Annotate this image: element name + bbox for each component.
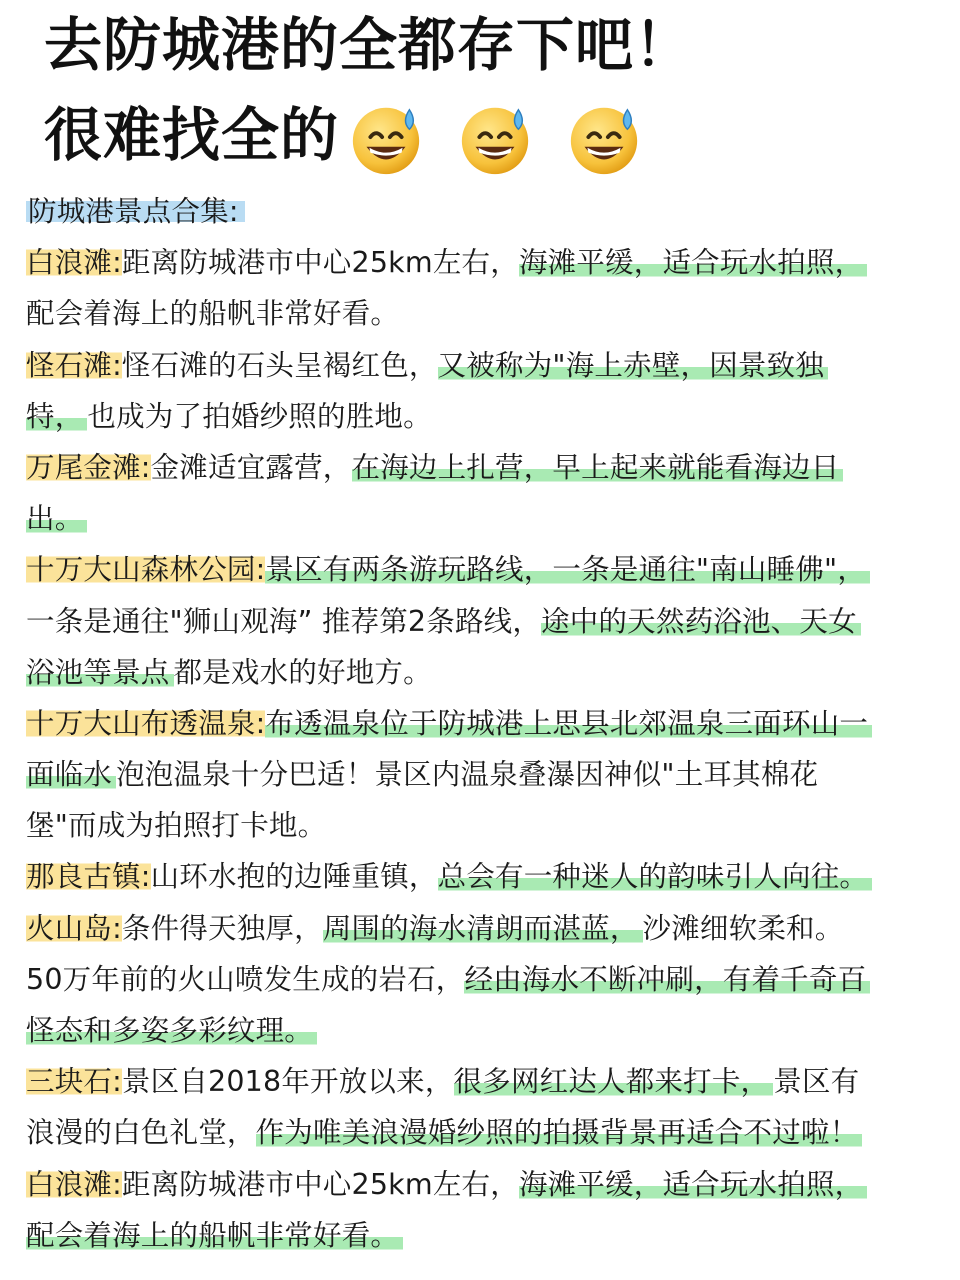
spot-highlight: 作为唯美浪漫婚纱照的拍摄背景再适合不过啦！	[256, 1116, 863, 1149]
spot-highlight: 浴池等景点	[26, 656, 174, 689]
spot-text: 堡"而成为拍照打卡地。	[26, 809, 327, 843]
list-item	[26, 903, 926, 954]
page-title-text-2: 很难找全的	[44, 101, 340, 170]
spot-name: 白浪滩:	[26, 246, 122, 280]
list-item	[26, 1056, 926, 1107]
list-heading: 防城港景点合集:	[26, 195, 245, 228]
spot-highlight: 途中的天然药浴池、天女	[541, 605, 861, 638]
grinning-face-with-sweat-icon	[565, 100, 643, 178]
list-item-continued	[26, 749, 926, 800]
spot-text: 都是戏水的好地方。	[173, 655, 432, 689]
spot-highlight: 海滩平缓，适合玩水拍照，	[519, 1168, 867, 1201]
spot-highlight: 海滩平缓，适合玩水拍照，	[519, 246, 867, 279]
spots-list	[26, 186, 926, 1261]
spot-highlight: 经由海水不断冲刷，有着千奇百	[464, 963, 870, 996]
list-item-continued	[26, 1210, 926, 1261]
list-item	[26, 237, 926, 288]
page-title-line-2	[44, 100, 653, 178]
grinning-face-with-sweat-icon	[456, 100, 534, 178]
list-item-continued	[26, 288, 926, 339]
spot-text: 一条是通往"狮山观海” 推荐第2条路线，	[26, 604, 542, 638]
spot-text: 配会着海上的船帆非常好看。	[26, 297, 400, 331]
list-item-continued	[26, 1005, 926, 1056]
spot-text: 距离防城港市中心25km左右，	[121, 1167, 519, 1201]
list-item	[26, 340, 926, 391]
spot-text: 金滩适宜露营，	[150, 450, 352, 484]
spot-text: 景区有	[773, 1065, 860, 1099]
spot-name: 白浪滩:	[26, 1167, 122, 1201]
spot-highlight: 特，	[26, 400, 87, 433]
spot-name: 火山岛:	[26, 911, 122, 945]
spot-name: 三块石:	[26, 1065, 122, 1099]
spot-highlight: 出。	[26, 502, 87, 535]
list-heading-line	[26, 186, 926, 237]
grinning-face-with-sweat-icon	[347, 100, 425, 178]
spot-text: 泡泡温泉十分巴适！景区内温泉叠瀑因神似"土耳其棉花	[116, 758, 819, 792]
list-item	[26, 1159, 926, 1210]
list-item	[26, 851, 926, 902]
spot-name: 十万大山森林公园:	[26, 553, 266, 587]
spot-name: 十万大山布透温泉:	[26, 706, 266, 740]
spot-text: 沙滩细软柔和。	[642, 911, 844, 945]
spot-text: 50万年前的火山喷发生成的岩石，	[26, 962, 465, 996]
list-item-continued	[26, 493, 926, 544]
spot-highlight: 布透温泉位于防城港上思县北郊温泉三面环山一	[265, 707, 872, 740]
spot-highlight: 怪态和多姿多彩纹理。	[26, 1014, 317, 1047]
spot-highlight: 很多网红达人都来打卡，	[454, 1065, 774, 1098]
list-item-continued	[26, 391, 926, 442]
list-item-continued	[26, 800, 926, 851]
spot-text: 怪石滩的石头呈褐红色，	[121, 348, 438, 382]
spot-highlight: 又被称为"海上赤壁，因景致独	[438, 349, 828, 382]
spot-text: 也成为了拍婚纱照的胜地。	[87, 399, 432, 433]
list-item-continued	[26, 954, 926, 1005]
page-title-text-1: 去防城港的全都存下吧！	[44, 11, 694, 79]
list-item	[26, 544, 926, 595]
list-item-continued	[26, 1107, 926, 1158]
spot-name: 那良古镇:	[26, 860, 151, 894]
spot-text: 条件得天独厚，	[121, 911, 323, 945]
spot-highlight: 在海边上扎营，早上起来就能看海边日	[352, 451, 844, 484]
spot-highlight: 景区有两条游玩路线，一条是通往"南山睡佛"，	[265, 553, 870, 586]
spot-text: 浪漫的白色礼堂，	[26, 1116, 256, 1150]
spot-highlight: 周围的海水清朗而湛蓝，	[323, 912, 643, 945]
spot-text: 距离防城港市中心25km左右，	[121, 246, 519, 280]
list-item-continued	[26, 596, 926, 647]
page-title-line-1	[44, 10, 693, 80]
spot-highlight: 总会有一种迷人的韵味引人向往。	[438, 860, 873, 893]
list-item-continued	[26, 647, 926, 698]
spot-highlight: 配会着海上的船帆非常好看。	[26, 1219, 403, 1252]
list-item	[26, 698, 926, 749]
spot-highlight: 面临水	[26, 758, 116, 791]
spot-text: 山环水抱的边陲重镇，	[150, 860, 438, 894]
emoji-row	[347, 100, 653, 178]
spot-text: 景区自2018年开放以来，	[121, 1065, 454, 1099]
spot-name: 万尾金滩:	[26, 450, 151, 484]
list-item	[26, 442, 926, 493]
spot-name: 怪石滩:	[26, 348, 122, 382]
